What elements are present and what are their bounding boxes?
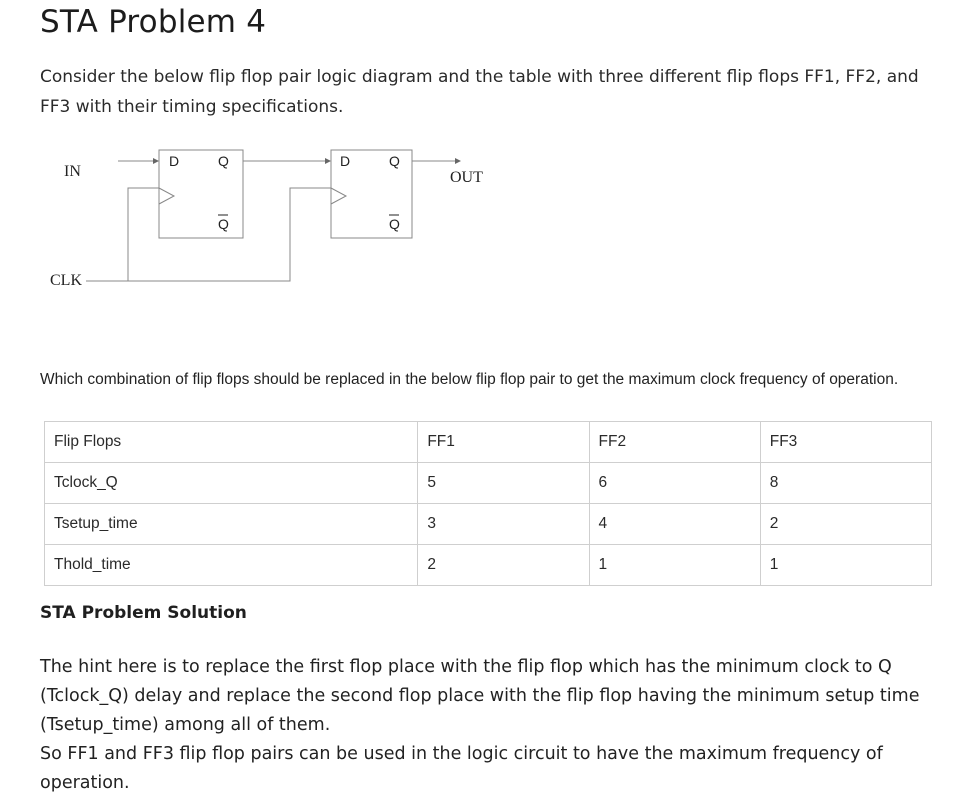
timing-spec-table	[44, 421, 932, 586]
output-label: OUT	[450, 169, 483, 186]
table-cell: 6	[589, 463, 760, 504]
flip-flop-diagram	[40, 140, 510, 300]
page-title: STA Problem 4	[40, 4, 267, 40]
table-row	[45, 504, 932, 545]
clock-branch-ff1	[128, 188, 159, 281]
table-cell: 5	[418, 463, 589, 504]
table-cell: 8	[760, 463, 931, 504]
ff2-d-pin: D	[340, 153, 351, 169]
ff2-d-arrow-icon	[325, 158, 331, 164]
table-header-cell: FF1	[418, 422, 589, 463]
table-cell: 3	[418, 504, 589, 545]
ff1-q-pin: Q	[218, 153, 229, 169]
ff1-d-pin: D	[169, 153, 180, 169]
ff2-qbar-pin: Q	[389, 216, 400, 232]
table-cell: 4	[589, 504, 760, 545]
table-header-row	[45, 422, 932, 463]
input-label: IN	[64, 163, 81, 180]
solution-text	[40, 653, 940, 798]
table-cell: 1	[760, 545, 931, 586]
table-cell: 1	[589, 545, 760, 586]
output-arrow-icon	[455, 158, 461, 164]
solution-paragraph-2: So FF1 and FF3 flip flop pairs can be used in the logic circuit to have the maximum frequency of operation.	[40, 744, 883, 793]
ff2-q-pin: Q	[389, 153, 400, 169]
table-header-cell: FF3	[760, 422, 931, 463]
ff1-qbar-pin: Q	[218, 216, 229, 232]
table-row	[45, 463, 932, 504]
table-cell: Tclock_Q	[45, 463, 418, 504]
input-arrow-icon	[153, 158, 159, 164]
intro-paragraph: Consider the below flip flop pair logic diagram and the table with three different flip flops FF1, FF2, and FF3 with their timing specifications.	[40, 67, 919, 117]
question-paragraph: Which combination of flip flops should be replaced in the below flip flop pair to get the maximum clock frequency of operation.	[40, 371, 899, 388]
table-cell: Thold_time	[45, 545, 418, 586]
table-header-cell: FF2	[589, 422, 760, 463]
ff1-clock-triangle-icon	[159, 188, 174, 204]
table-cell: 2	[418, 545, 589, 586]
table-header-cell: Flip Flops	[45, 422, 418, 463]
table-cell: 2	[760, 504, 931, 545]
solution-paragraph-1: The hint here is to replace the first flop place with the flip flop which has the minimum clock to Q (Tclock_Q) delay and replace the second flop place with the flip flop having the minimum setup time (Tsetup_time) among all of them.	[40, 657, 920, 735]
table-row	[45, 545, 932, 586]
ff2-clock-triangle-icon	[331, 188, 346, 204]
solution-heading: STA Problem Solution	[40, 603, 247, 623]
clock-label: CLK	[50, 272, 82, 289]
table-cell: Tsetup_time	[45, 504, 418, 545]
clock-wire	[86, 188, 331, 281]
